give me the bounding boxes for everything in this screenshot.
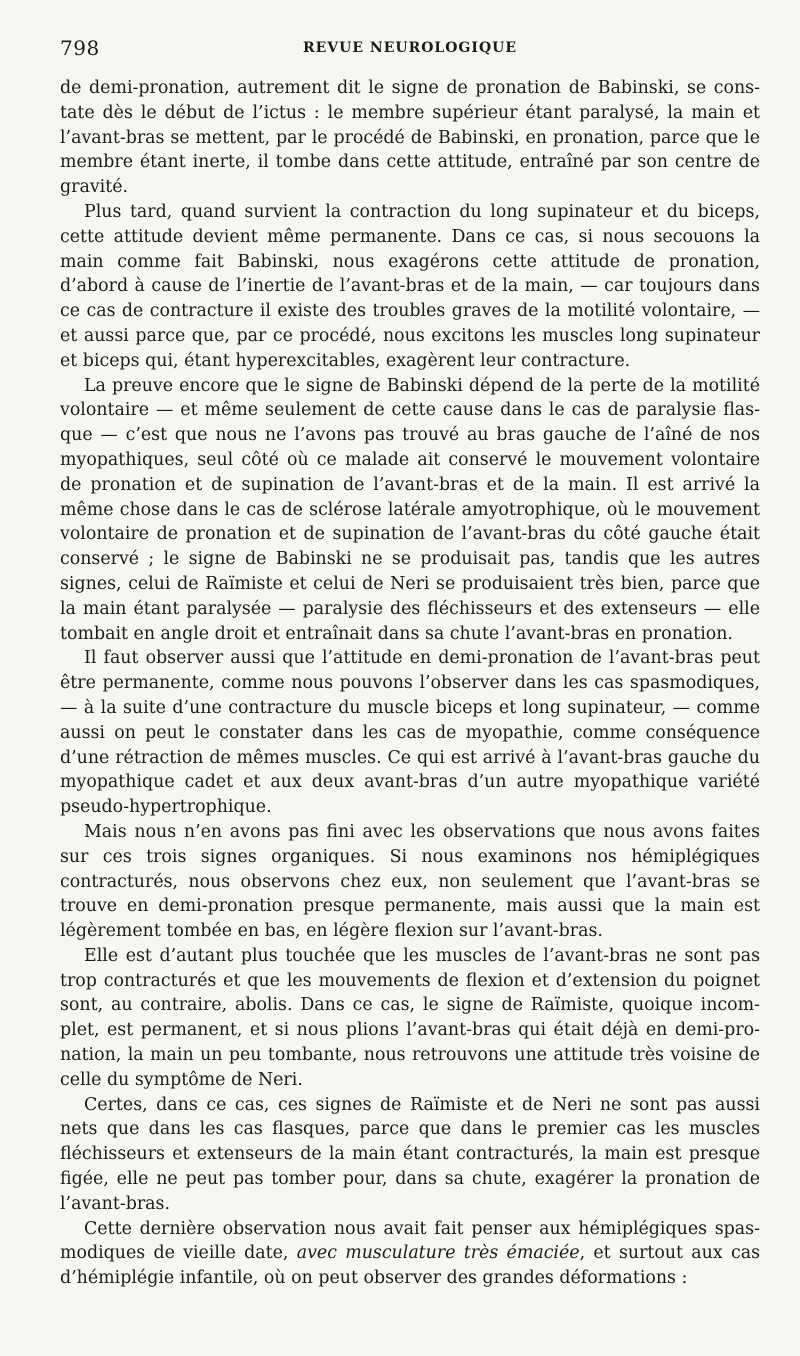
- paragraph-5: Mais nous n’en avons pas fini avec les observations que nous avons faites sur ces trois signes organiques. Si nous examinons nos hémiplégiques contracturés, nous observons chez eux, non seulement que l’avant-bras se trouve en demi-pronation presque permanente, mais aussi que la main est légèrement tombée en bas, en légère flexion sur l’avant-bras.: [60, 821, 760, 942]
- paragraph-4: Il faut observer aussi que l’attitude en demi-pronation de l’avant-bras peut être permanente, comme nous pouvons l’observer dans les cas spasmodiques, — à la suite d’une contracture du muscle biceps et long supinateur, — comme aussi on peut le constater dans les cas de myopathie, comme conséquence d’une rétraction de mêmes muscles. Ce qui est arrivé à l’avant-bras gauche du myopathique cadet et aux deux avant-bras d’un autre myopathique variété pseudo-hypertrophique.: [60, 648, 760, 818]
- page-number: 798: [60, 36, 100, 60]
- paragraph-8-end: , et surtout aux cas d’hémiplégie infantile, où on peut observer des grandes déformations :: [60, 1243, 760, 1289]
- running-title: REVUE NEUROLOGIQUE: [302, 40, 518, 56]
- paragraph-7: Certes, dans ce cas, ces signes de Raïmiste et de Neri ne sont pas aussi nets que dans les cas flasques, parce que dans le premier cas les muscles fléchisseurs et extenseurs de la main étant contracturés, la main est presque figée, elle ne peut pas tomber pour, dans sa chute, exagérer la pronation de l’avant-bras.: [60, 1094, 760, 1214]
- italic-phrase: avec musculature très émaciée: [296, 1243, 580, 1264]
- paragraph-8-start: Cette dernière observation nous avait fait penser aux hémiplégiques spasmodiques de vieille date,: [60, 1218, 760, 1264]
- page-header: [60, 36, 760, 66]
- paragraph-8: [60, 1217, 760, 1291]
- paragraph-3: La preuve encore que le signe de Babinski dépend de la perte de la motilité volontaire — et même seulement de cette cause dans le cas de paralysie flasque — c’est que nous ne l’avons pas trouvé au bras gauche de l’aîné de nos myopathiques, seul côté où ce malade ait conservé le mouvement volontaire de pronation et de supination de l’avant-bras et de la main. Il est arrivé la même chose dans le cas de sclérose latérale amyotrophique, où le mouvement volontaire de pronation et de supination de l’avant-bras du côté gauche était conservé ; le signe de Babinski ne se produisait pas, tandis que les autres signes, celui de Raïmiste et celui de Neri se produisaient très bien, parce que la main étant paralysée — paralysie des fléchisseurs et des extenseurs — elle tombait en angle droit et entraînait dans sa chute l’avant-bras en pronation.: [60, 375, 760, 644]
- paragraph-1: de demi-pronation, autrement dit le signe de pronation de Babinski, se constate dès le début de l’ictus : le membre supérieur étant paralysé, la main et l’avant-bras se mettent, par le procédé de Babinski, en pronation, parce que le membre étant inerte, il tombe dans cette attitude, entraîné par son centre de gravité.: [60, 78, 760, 198]
- paragraph-2: Plus tard, quand survient la contraction du long supinateur et du biceps, cette attitude devient même permanente. Dans ce cas, si nous secouons la main comme fait Babinski, nous exagérons cette attitude de pronation, d’abord à cause de l’inertie de l’avant-bras et de la main, — car toujours dans ce cas de contracture il existe des troubles graves de la motilité volontaire, — et aussi parce que, par ce procédé, nous excitons les muscles long supinateur et biceps qui, étant hyperexcitables, exagèrent leur contracture.: [60, 201, 760, 371]
- paragraph-6: Elle est d’autant plus touchée que les muscles de l’avant-bras ne sont pas trop contracturés et que les mouvements de flexion et d’extension du poignet sont, au contraire, abolis. Dans ce cas, le signe de Raïmiste, quoique incomplet, est permanent, et si nous plions l’avant-bras qui était déjà en demi-pronation, la main un peu tombante, nous retrouvons une attitude très voisine de celle du symptôme de Neri.: [60, 945, 760, 1090]
- body-text: [60, 76, 760, 1291]
